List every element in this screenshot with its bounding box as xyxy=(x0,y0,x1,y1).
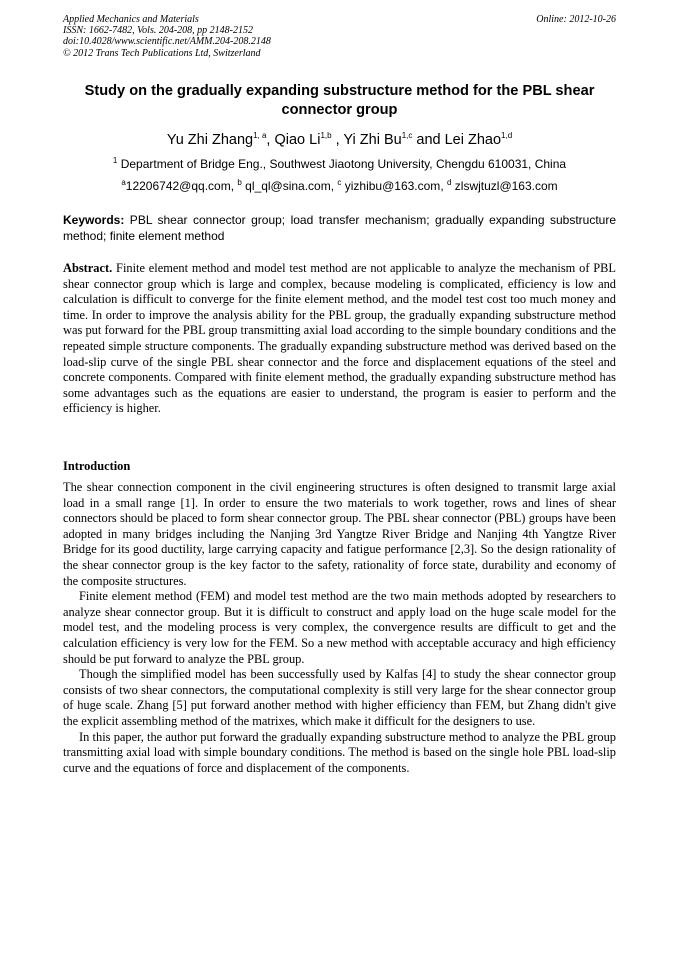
doi-line: doi:10.4028/www.scientific.net/AMM.204-208.2148 xyxy=(63,36,271,48)
paper-title: Study on the gradually expanding substructure method for the PBL shear connector group xyxy=(84,83,595,118)
email-address[interactable]: zlswjtuzl@163.com xyxy=(451,179,558,193)
affiliation-mark: 1 xyxy=(112,156,118,165)
email-mark: c xyxy=(337,178,342,187)
journal-name: Applied Mechanics and Materials xyxy=(63,14,199,25)
affiliation-text: Department of Bridge Eng., Southwest Jiaotong University, Chengdu 610031, China xyxy=(117,157,567,171)
paragraph: In this paper, the author put forward the gradually expanding substructure method to analyze the PBL group transmitting axial load with simple boundary conditions. The method is based on the single hole PBL load-slip curve and the equations of force and displacement of the components. xyxy=(63,729,616,775)
email-separator: , xyxy=(330,179,338,193)
author-name: Yu Zhi Zhang xyxy=(166,132,254,148)
email-separator: , xyxy=(440,179,447,193)
email-list xyxy=(63,178,616,194)
author-name: Qiao Li xyxy=(274,132,321,148)
author-separator: and xyxy=(412,132,445,148)
author-separator: , xyxy=(266,132,275,148)
abstract-text: Finite element method and model test method are not applicable to analyze the mechanism of PBL shear connector group which is large and complex, because modeling is complicated, efficiency is low and calculation is difficult to converge for the finite element method, and the model test cost too much money and time. In order to improve the analysis ability for the PBL group, the gradually expanding substructure method was put forward for the PBL group transmitting axial load according to the simple boundary conditions and the repeated simple structure components. The gradually expanding substructure method was derived based on the load-slip curve of the single PBL shear connector and the force and displacement equations of the steel and concrete components. Compared with finite element method, the gradually expanding substructure method has some advantages such as the equations are easier to understand, the program is easier to perform and the efficiency is higher. xyxy=(63,261,616,416)
author-list xyxy=(63,131,616,149)
keywords-text: PBL shear connector group; load transfer mechanism; gradually expanding substructure method; finite element method xyxy=(63,213,616,243)
issn-line: ISSN: 1662-7482, Vols. 204-208, pp 2148-2152 xyxy=(63,25,253,37)
email-address[interactable]: yizhibu@163.com xyxy=(341,179,441,193)
abstract xyxy=(63,261,616,417)
affiliation xyxy=(63,156,616,172)
author-affiliation-mark: 1,c xyxy=(401,131,413,141)
email-address[interactable]: ql_ql@sina.com xyxy=(241,179,331,193)
email-address[interactable]: 12206742@qq.com xyxy=(125,179,231,193)
email-mark: a xyxy=(121,178,126,187)
author-affiliation-mark: 1, a xyxy=(253,131,267,141)
author-name: Yi Zhi Bu xyxy=(343,132,402,148)
author-affiliation-mark: 1,b xyxy=(320,131,332,141)
author-separator: , xyxy=(331,132,344,148)
email-mark: d xyxy=(446,178,452,187)
introduction-body xyxy=(63,480,616,776)
journal-header xyxy=(63,14,616,59)
email-separator: , xyxy=(230,179,238,193)
paragraph: Though the simplified model has been successfully used by Kalfas [4] to study the shear connector group consists of two shear connectors, the computational complexity is still very large for the shear connector group of huge scale. Zhang [5] put forward another method with higher efficiency than FEM, but Zhang didn't give the explicit assembling method of the matrixes, which make it difficult for the designers to use. xyxy=(63,667,616,728)
online-date: Online: 2012-10-26 xyxy=(536,14,616,25)
abstract-label: Abstract. xyxy=(63,261,113,275)
paragraph: The shear connection component in the civil engineering structures is often designed to transmit large axial load in a small range [1]. In order to ensure the two materials to work together, rows and lines of shear connectors should be placed to form shear connector group. The PBL shear connector (PBL) groups have been adopted in many bridges including the Nanjing 3rd Yangtze River Bridge and Nanjing 4th Yangtze River Bridge for its good ductility, large carrying capacity and fatigue performance [2,3]. So the design rationality of the shear connector group is the key factor to the safety, rationality of force state, durability and economy of the composite structures. xyxy=(63,480,616,588)
introduction-heading: Introduction xyxy=(63,459,131,473)
email-mark: b xyxy=(237,178,242,187)
copyright-line: © 2012 Trans Tech Publications Ltd, Switzerland xyxy=(63,47,261,59)
author-affiliation-mark: 1,d xyxy=(501,131,513,141)
author-name: Lei Zhao xyxy=(444,132,502,148)
keywords-label: Keywords: xyxy=(63,213,125,227)
paragraph: Finite element method (FEM) and model test method are the two main methods adopted by researchers to analyze shear connector group. But it is difficult to construct and apply load on the huge scale model for the model test, and the modeling process is very complex, the convergence results are difficult to get and the calculation efficiency is very low for the FEM. So a new method with acceptable accuracy and high efficiency should be put forward to analyze the PBL group. xyxy=(63,589,616,666)
keywords xyxy=(63,213,616,244)
